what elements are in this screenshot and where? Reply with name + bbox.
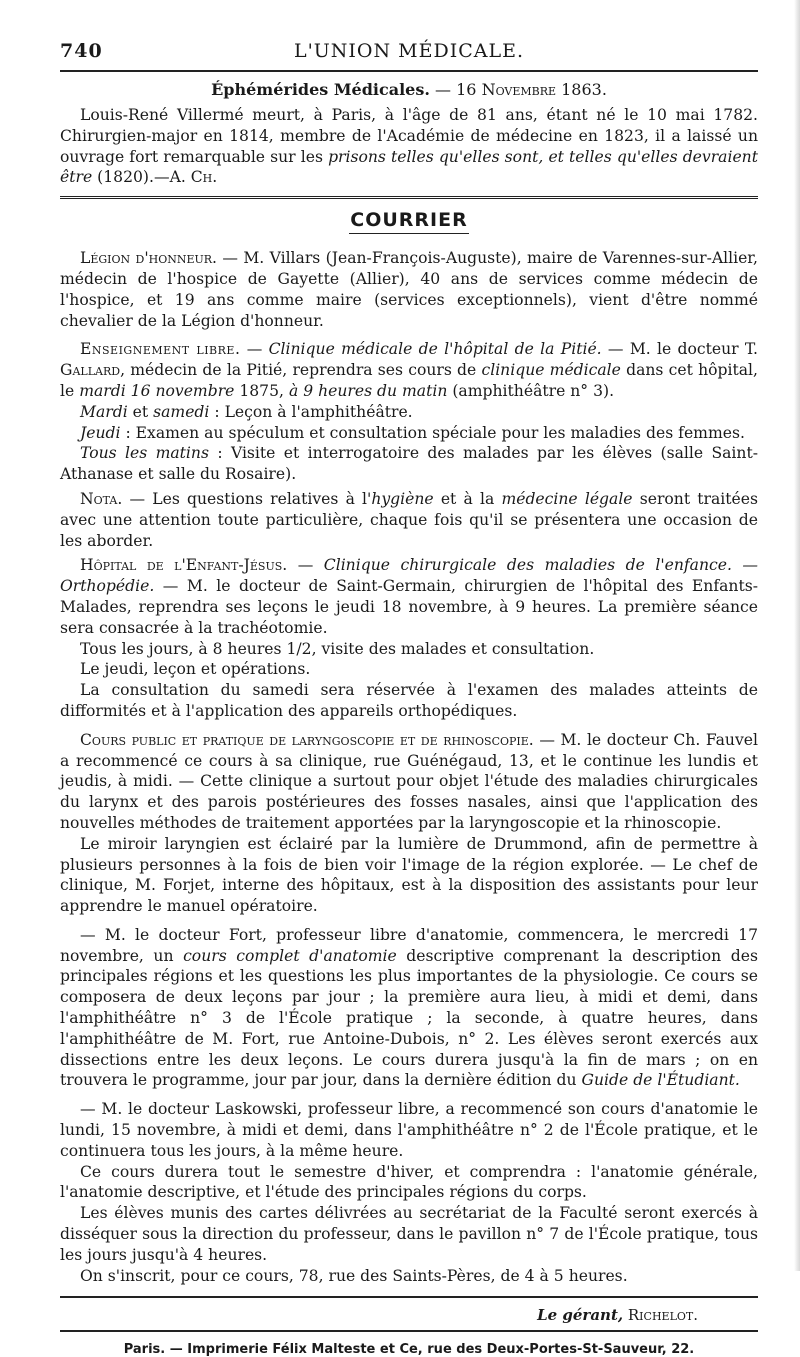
ephemerides-heading: Éphémérides Médicales.: [211, 80, 430, 99]
matins-line: [60, 443, 758, 485]
gerant-label: Le gérant,: [537, 1306, 624, 1325]
footer-rule: [60, 1296, 758, 1298]
mardi-et: et: [127, 402, 154, 421]
section-divider: [60, 196, 758, 199]
laskowski-paragraph-3: Les élèves munis des cartes délivrées au secrétariat de la Faculté seront exercés à disséquer sous la direction du professeur, dans le pavillon n° 7 de l'École pratique, tous les jours jusqu'à 4 heures.: [60, 1204, 758, 1264]
mardi-label: Mardi: [80, 402, 128, 421]
enfant-line-1: Tous les jours, à 8 heures 1/2, visite des malades et consultation.: [80, 639, 595, 658]
gerant-name: Richelot.: [627, 1306, 698, 1325]
fort-text-2: descriptive comprenant la description des principales régions et les questions les plus importantes de la physiologie. Ce cours se composera de deux leçons par jour ; la première aura lieu, à midi et demi, dans l'amphithéâtre n° 3 de l'École pratique ; la seconde, à quatre heures, dans l'amphithéâtre de M. Fort, rue Antoine-Dubois, n° 2. Les élèves seront exercés aux dissections entre les deux leçons. Le cours durera jusqu'à la fin de mars ; on en trouvera le programme, jour par jour, dans la dernière édition du: [60, 946, 758, 1090]
laryngo-text: — M. le docteur Ch. Fauvel a recommencé ce cours à sa clinique, rue Guénégaud, 13, et le continue les lundis et jeudis, à midi. — Cette clinique a surtout pour objet l'étude des maladies chirurgicales du larynx et des parois postérieures des fosses nasales, ainsi que l'application des nouvelles méthodes de traitement apportées par la laryngoscopie et la rhinoscopie.: [60, 730, 758, 832]
enseignement-paragraph: [60, 339, 758, 401]
nota-text-2: et à la: [433, 489, 502, 508]
mardi-line: [60, 402, 758, 423]
ephemerides-signature: —A. Ch.: [153, 168, 218, 187]
legion-paragraph: [60, 248, 758, 331]
ephemerides-text-2: (1820).: [92, 168, 154, 187]
enseignement-text-2: , médecin de la Pitié, reprendra ses cours de: [120, 361, 482, 380]
enseignement-text-3: dans cet hôpital, le: [60, 361, 758, 400]
jeudi-rest: : Examen au spéculum et consultation spéciale pour les maladies des femmes.: [120, 423, 745, 442]
courrier-underline: [349, 233, 469, 234]
enfant-line-2: Le jeudi, leçon et opérations.: [80, 660, 311, 679]
legion-text: — M. Villars (Jean-François-Auguste), maire de Varennes-sur-Allier, médecin de l'hospice de Gayette (Allier), 40 ans de services comme médecin de l'hospice, et 19 ans comme maire (services exceptionnels), vient d'être nommé chevalier de la Légion d'honneur.: [60, 249, 759, 330]
gallard-name: Gallard: [60, 361, 121, 380]
imprint-rule: [60, 1330, 758, 1332]
dash: —: [240, 340, 269, 359]
matins-label: Tous les matins: [80, 444, 209, 463]
gerant-signature: [60, 1306, 758, 1324]
fort-paragraph: [60, 925, 758, 1091]
ephemerides-text-1: Louis-René Villermé meurt, à Paris, à l'âge de 81 ans, étant né le 10 mai 1782. Chirurgien-major en 1814, membre de l'Académie de médecine en 1823, il a laissé un ouvrage fort remarquable sur les: [60, 106, 758, 166]
guide-title: Guide de l'Étudiant.: [581, 1071, 740, 1090]
enseignement-text-1: — M. le docteur T.: [601, 340, 758, 359]
running-head: [60, 40, 758, 66]
clinique-medicale: clinique médicale: [481, 361, 621, 380]
nota-text-3: seront traitées avec une attention toute particulière, chaque fois qu'il se présentera une occasion de les aborder.: [60, 489, 759, 550]
page-edge-shadow: [794, 0, 800, 1271]
nota-label: Nota.: [80, 489, 123, 508]
page-number: 740: [60, 40, 103, 62]
header-rule: [60, 70, 758, 72]
enfant-line-3: La consultation du samedi sera réservée à l'examen des malades atteints de difformités et à l'application des appareils orthopédiques.: [60, 681, 758, 720]
mardi-rest: : Leçon à l'amphithéâtre.: [209, 402, 413, 421]
samedi-label: samedi: [153, 402, 210, 421]
enseignement-course: Clinique médicale de l'hôpital de la Pitié.: [268, 340, 602, 359]
enseignement-text-4: 1875,: [234, 381, 289, 400]
laryngo-label: Cours public et pratique de laryngoscopie et de rhinoscopie.: [80, 730, 534, 749]
laskowski-paragraph-4: On s'inscrit, pour ce cours, 78, rue des Saints-Pères, de 4 à 5 heures.: [80, 1266, 628, 1285]
course-date: mardi 16 novembre: [79, 381, 235, 400]
enseignement-text-5: (amphithéâtre n° 3).: [447, 381, 615, 400]
jeudi-line: [60, 423, 758, 444]
imprint-line: Paris. — Imprimerie Félix Malteste et Ce, rue des Deux-Portes-St-Sauveur, 22.: [123, 1342, 695, 1357]
nota-paragraph: [60, 489, 758, 551]
enfant-text: — M. le docteur de Saint-Germain, chirurgien de l'hôpital des Enfants-Malades, reprendra ses leçons le jeudi 18 novembre, à 9 heures. La première séance sera consacrée à la trachéotomie.: [60, 577, 758, 637]
dash: —: [287, 556, 324, 575]
medecine-legale-word: médecine légale: [501, 489, 633, 508]
nota-text-1: — Les questions relatives à l': [122, 489, 372, 508]
course-time: à 9 heures du matin: [288, 381, 448, 400]
journal-title: L'UNION MÉDICALE.: [293, 40, 525, 62]
ephemerides-book-title: prisons telles qu'elles sont, et telles qu'elles devraient être: [60, 147, 758, 187]
enfant-label: Hôpital de l'Enfant-Jésus.: [80, 556, 288, 575]
courrier-title: COURRIER: [350, 209, 468, 232]
enfant-paragraph: [60, 555, 758, 638]
laskowski-paragraph: — M. le docteur Laskowski, professeur libre, a recommencé son cours d'anatomie le lundi, 15 novembre, à midi et demi, dans l'amphithéâtre n° 2 de l'École pratique, et le continuera tous les jours, à la même heure.: [60, 1100, 758, 1160]
matins-rest: : Visite et interrogatoire des malades par les élèves (salle Saint-Athanase et salle du Rosaire).: [60, 444, 758, 484]
laryngo-paragraph: [60, 730, 758, 834]
enfant-course: Clinique chirurgicale des maladies de l'enfance. — Orthopédie.: [60, 556, 758, 596]
laskowski-paragraph-2: Ce cours durera tout le semestre d'hiver, et comprendra : l'anatomie générale, l'anatomie descriptive, et l'étude des principales régions du corps.: [60, 1162, 758, 1202]
enseignement-label: Enseignement libre.: [80, 340, 241, 359]
fort-course: cours complet d'anatomie: [183, 946, 397, 965]
ephemerides-date: — 16 Novembre 1863.: [435, 80, 607, 99]
laryngo-paragraph-2: Le miroir laryngien est éclairé par la lumière de Drummond, afin de permettre à plusieurs personnes à la fois de bien voir l'image de la région explorée. — Le chef de clinique, M. Forjet, interne des hôpitaux, est à la disposition des assistants pour leur apprendre le manuel opératoire.: [60, 834, 758, 916]
ephemerides-title: [60, 80, 758, 99]
ephemerides-paragraph: [60, 105, 758, 188]
jeudi-label: Jeudi: [80, 423, 121, 442]
legion-label: Légion d'honneur.: [80, 249, 218, 268]
hygiene-word: hygiène: [371, 489, 434, 508]
fort-text-1: — M. le docteur Fort, professeur libre d'anatomie, commencera, le mercredi 17 novembre, un: [60, 925, 758, 965]
